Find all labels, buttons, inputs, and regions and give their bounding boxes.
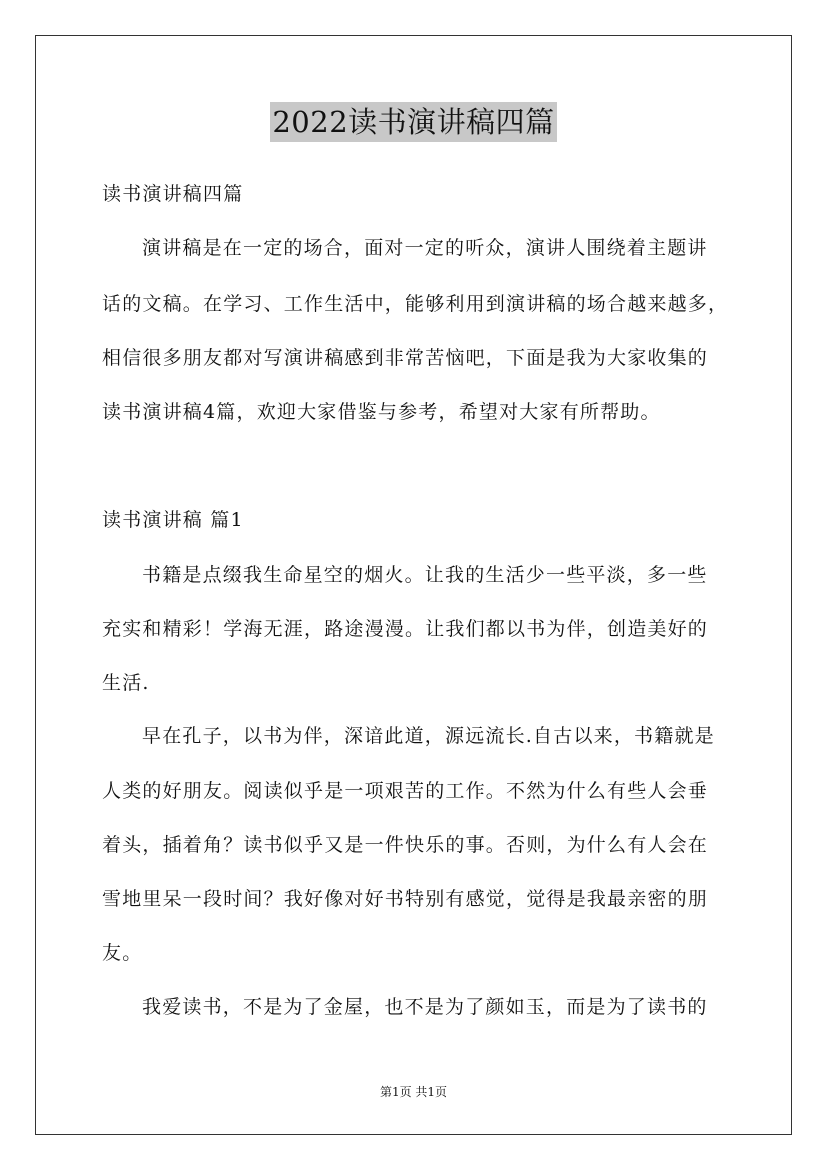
title-container bbox=[0, 102, 827, 142]
paragraph-line: 着头，插着角？读书似乎又是一件快乐的事。否则，为什么有人会在 bbox=[102, 834, 709, 856]
intro-line: 相信很多朋友都对写演讲稿感到非常苦恼吧，下面是我为大家收集的 bbox=[102, 347, 709, 369]
paragraph-line: 我爱读书，不是为了金屋，也不是为了颜如玉，而是为了读书的 bbox=[142, 996, 708, 1018]
paragraph-line: 早在孔子，以书为伴，深谙此道，源远流长.自古以来，书籍就是 bbox=[142, 725, 715, 747]
paragraph-line: 人类的好朋友。阅读似乎是一项艰苦的工作。不然为什么有些人会垂 bbox=[102, 780, 709, 802]
page-footer: 第1页 共1页 bbox=[379, 1085, 448, 1099]
paragraph-line: 雪地里呆一段时间？我好像对好书特别有感觉，觉得是我最亲密的朋 bbox=[102, 888, 709, 910]
document-title: 2022读书演讲稿四篇 bbox=[270, 102, 556, 142]
intro-line: 话的文稿。在学习、工作生活中，能够利用到演讲稿的场合越来越多， bbox=[102, 293, 729, 315]
intro-line: 演讲稿是在一定的场合，面对一定的听众，演讲人围绕着主题讲 bbox=[142, 237, 708, 259]
intro-line: 读书演讲稿4篇，欢迎大家借鉴与参考，希望对大家有所帮助。 bbox=[102, 401, 661, 423]
paragraph-line: 书籍是点缀我生命星空的烟火。让我的生活少一些平淡，多一些 bbox=[142, 564, 708, 586]
paragraph-line: 充实和精彩！学海无涯，路途漫漫。让我们都以书为伴，创造美好的 bbox=[102, 618, 709, 640]
document-subtitle: 读书演讲稿四篇 bbox=[102, 183, 244, 205]
paragraph-line: 友。 bbox=[102, 942, 143, 964]
section-heading: 读书演讲稿 篇1 bbox=[102, 509, 244, 531]
paragraph-line: 生活. bbox=[102, 672, 150, 694]
